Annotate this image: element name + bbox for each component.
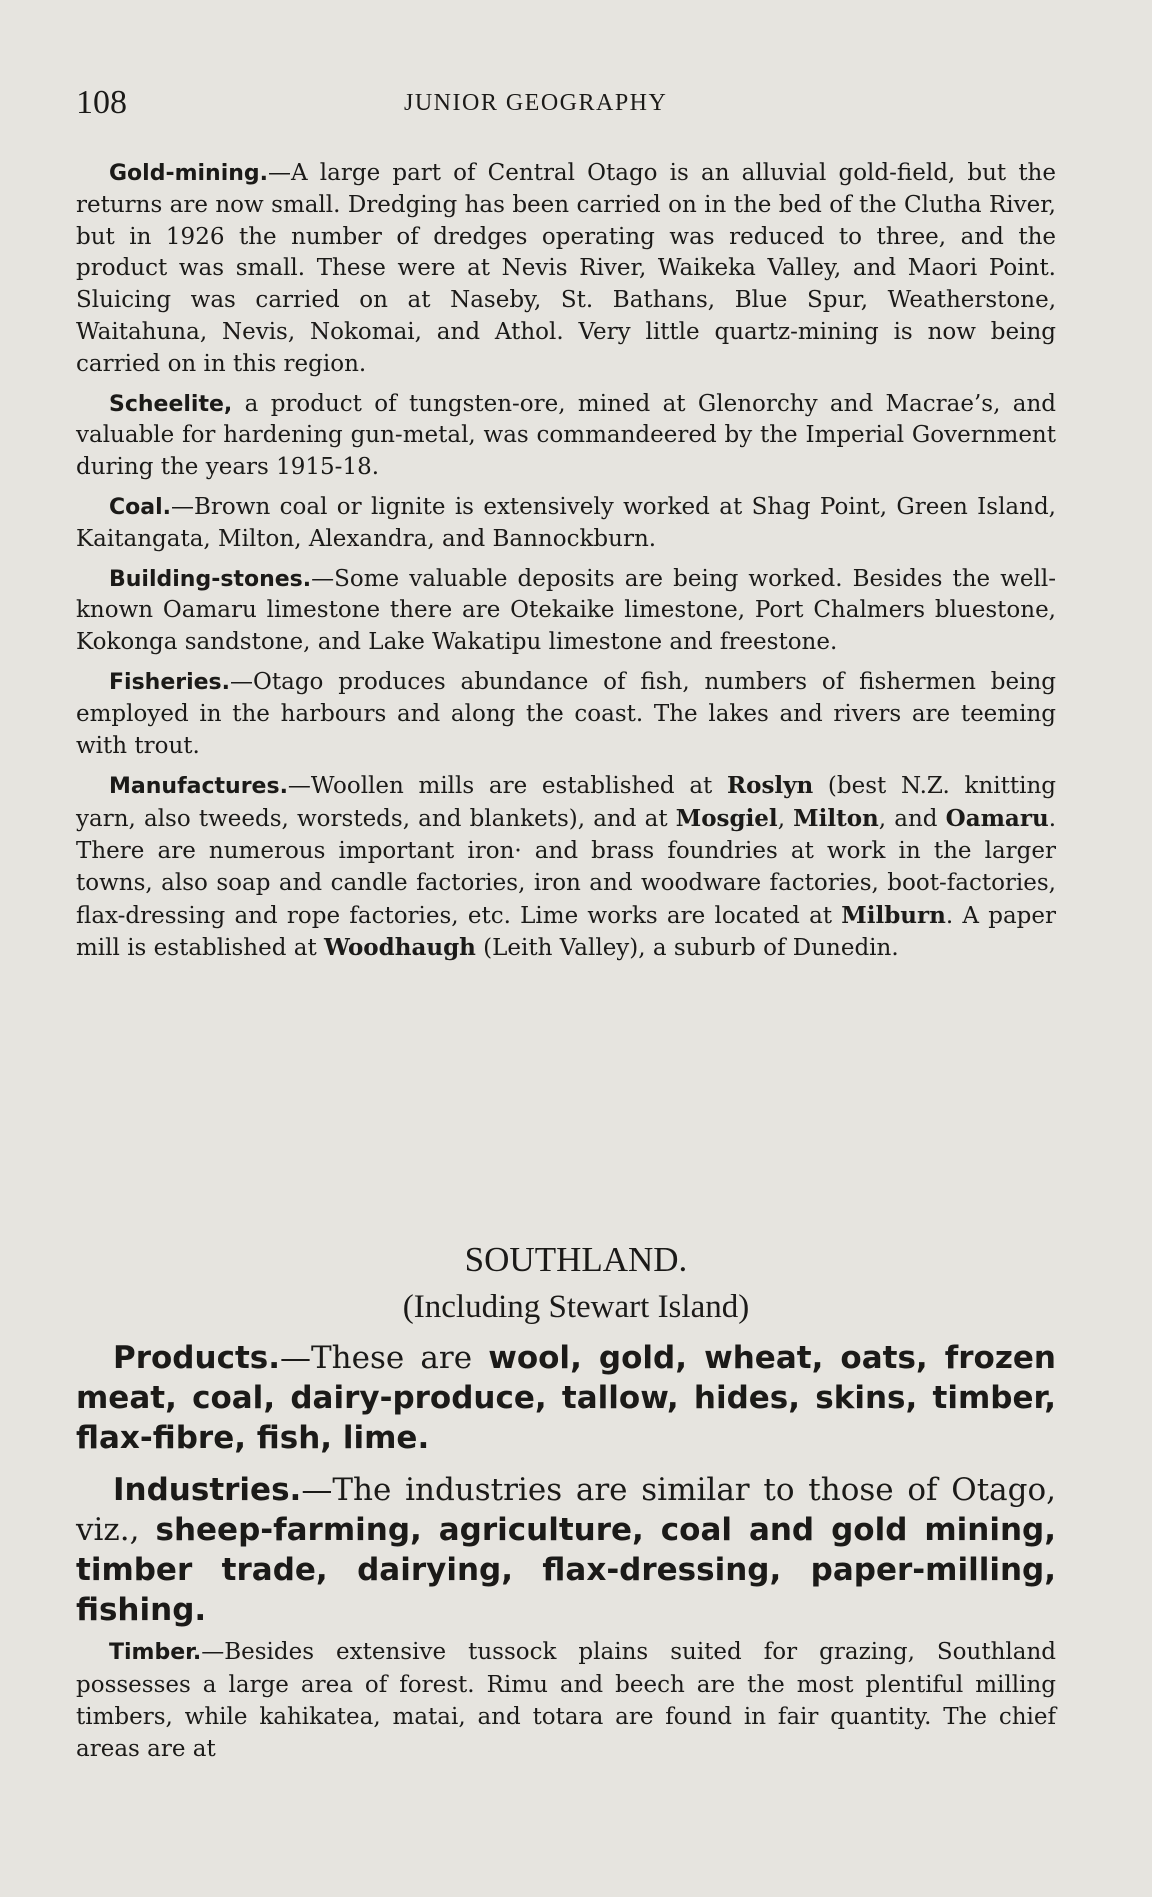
page-header	[76, 84, 1076, 128]
place-oamaru: Oamaru	[945, 805, 1049, 833]
industries-list: sheep-farming, agriculture, coal and gold mining, timber trade, dairying, flax-dressing, paper-milling, fishing.	[76, 1512, 1057, 1628]
southland-subtitle: (Including Stewart Island)	[402, 1289, 750, 1325]
otago-section	[76, 158, 1056, 973]
place-woodhaugh: Woodhaugh	[324, 934, 476, 962]
manufactures-text-7: (Leith Valley), a suburb of Dunedin.	[475, 935, 899, 962]
gold-mining-heading: Gold-mining.	[109, 161, 269, 186]
running-title: JUNIOR GEOGRAPHY	[404, 90, 668, 116]
place-mosgiel: Mosgiel	[675, 805, 778, 833]
timber-paragraph	[76, 1636, 1056, 1765]
place-milburn: Milburn	[841, 901, 946, 929]
place-roslyn: Roslyn	[727, 772, 814, 800]
manufactures-text-2: (best N.Z. knitting yarn, also tweeds, worsteds, and blankets), and at	[76, 773, 1056, 833]
products-paragraph	[76, 1338, 1056, 1458]
products-heading: Products.	[113, 1340, 280, 1376]
building-stones-heading: Building-stones.	[109, 566, 312, 592]
industries-paragraph	[76, 1470, 1056, 1630]
products-text: —These are	[280, 1340, 489, 1376]
manufactures-text-4: , and	[878, 806, 946, 833]
southland-section	[76, 1338, 1056, 1642]
coal-heading: Coal.	[109, 494, 172, 520]
fisheries-text: —Otago produces abundance of fish, numbers of fishermen being employed in the harbours and along the coast. The lakes and rivers are teeming with trout.	[76, 668, 1056, 759]
gold-mining-text: —A large part of Central Otago is an alluvial gold-field, but the returns are now small. Dredging has been carried on in the bed of the Clutha River, but in 1926 the number of dredges operating was reduced to three, and the product was small. These were at Nevis River, Waikeka Valley, and Maori Point. Sluicing was carried on at Naseby, St. Bathans, Blue Spur, Weatherstone, Waitahuna, Nevis, Nokomai, and Athol. Very little quartz-mining is now being carried on in this region.	[76, 160, 1056, 377]
products-list: wool, gold, wheat, oats, frozen meat, coal, dairy-produce, tallow, hides, skins, timber, flax-fibre, fish, lime.	[76, 1340, 1056, 1456]
coal-paragraph	[76, 492, 1056, 556]
industries-heading: Industries.	[113, 1472, 302, 1508]
manufactures-text-1: —Woollen mills are established at	[287, 773, 727, 800]
southland-title: SOUTHLAND.	[464, 1240, 688, 1279]
building-stones-paragraph	[76, 564, 1056, 659]
manufactures-text-6: . A paper mill is established at	[76, 902, 1056, 962]
manufactures-text-3: ,	[777, 806, 794, 833]
industries-text: —The industries are similar to those of Otago, viz.,	[76, 1472, 1056, 1548]
fisheries-paragraph	[76, 667, 1056, 762]
scheelite-heading: Scheelite,	[109, 391, 233, 417]
fisheries-heading: Fisheries.	[109, 669, 231, 695]
manufactures-text-5: . There are numerous important iron· and brass foundries at work in the larger towns, also soap and candle factories, iron and woodware factories, boot-factories, flax-dressing and rope factories, etc. Lime works are located at	[76, 806, 1056, 929]
scheelite-paragraph	[76, 389, 1056, 484]
timber-section	[76, 1636, 1056, 1765]
building-stones-text: —Some valuable deposits are being worked. Besides the well-known Oamaru limestone there are Otekaike limestone, Port Chalmers bluestone, Kokonga sandstone, and Lake Wakatipu limestone and freestone.	[76, 565, 1056, 656]
gold-mining-paragraph	[76, 158, 1056, 381]
page-number: 108	[76, 84, 127, 121]
timber-heading: Timber.	[109, 1640, 202, 1665]
place-milton: Milton	[793, 805, 879, 833]
timber-text: —Besides extensive tussock plains suited for grazing, Southland possesses a large area of forest. Rimu and beech are the most plentiful milling timbers, while kahikatea, matai, and totara are found in fair quantity. The chief areas are at	[76, 1639, 1056, 1762]
manufactures-paragraph	[76, 770, 1056, 965]
scheelite-text: a product of tungsten-ore, mined at Glenorchy and Macrae’s, and valuable for hardening gun-metal, was commandeered by the Imperial Government during the years 1915-18.	[76, 390, 1056, 481]
manufactures-heading: Manufactures.	[109, 774, 288, 800]
coal-text: —Brown coal or lignite is extensively worked at Shag Point, Green Island, Kaitangata, Milton, Alexandra, and Bannockburn.	[76, 493, 1056, 552]
